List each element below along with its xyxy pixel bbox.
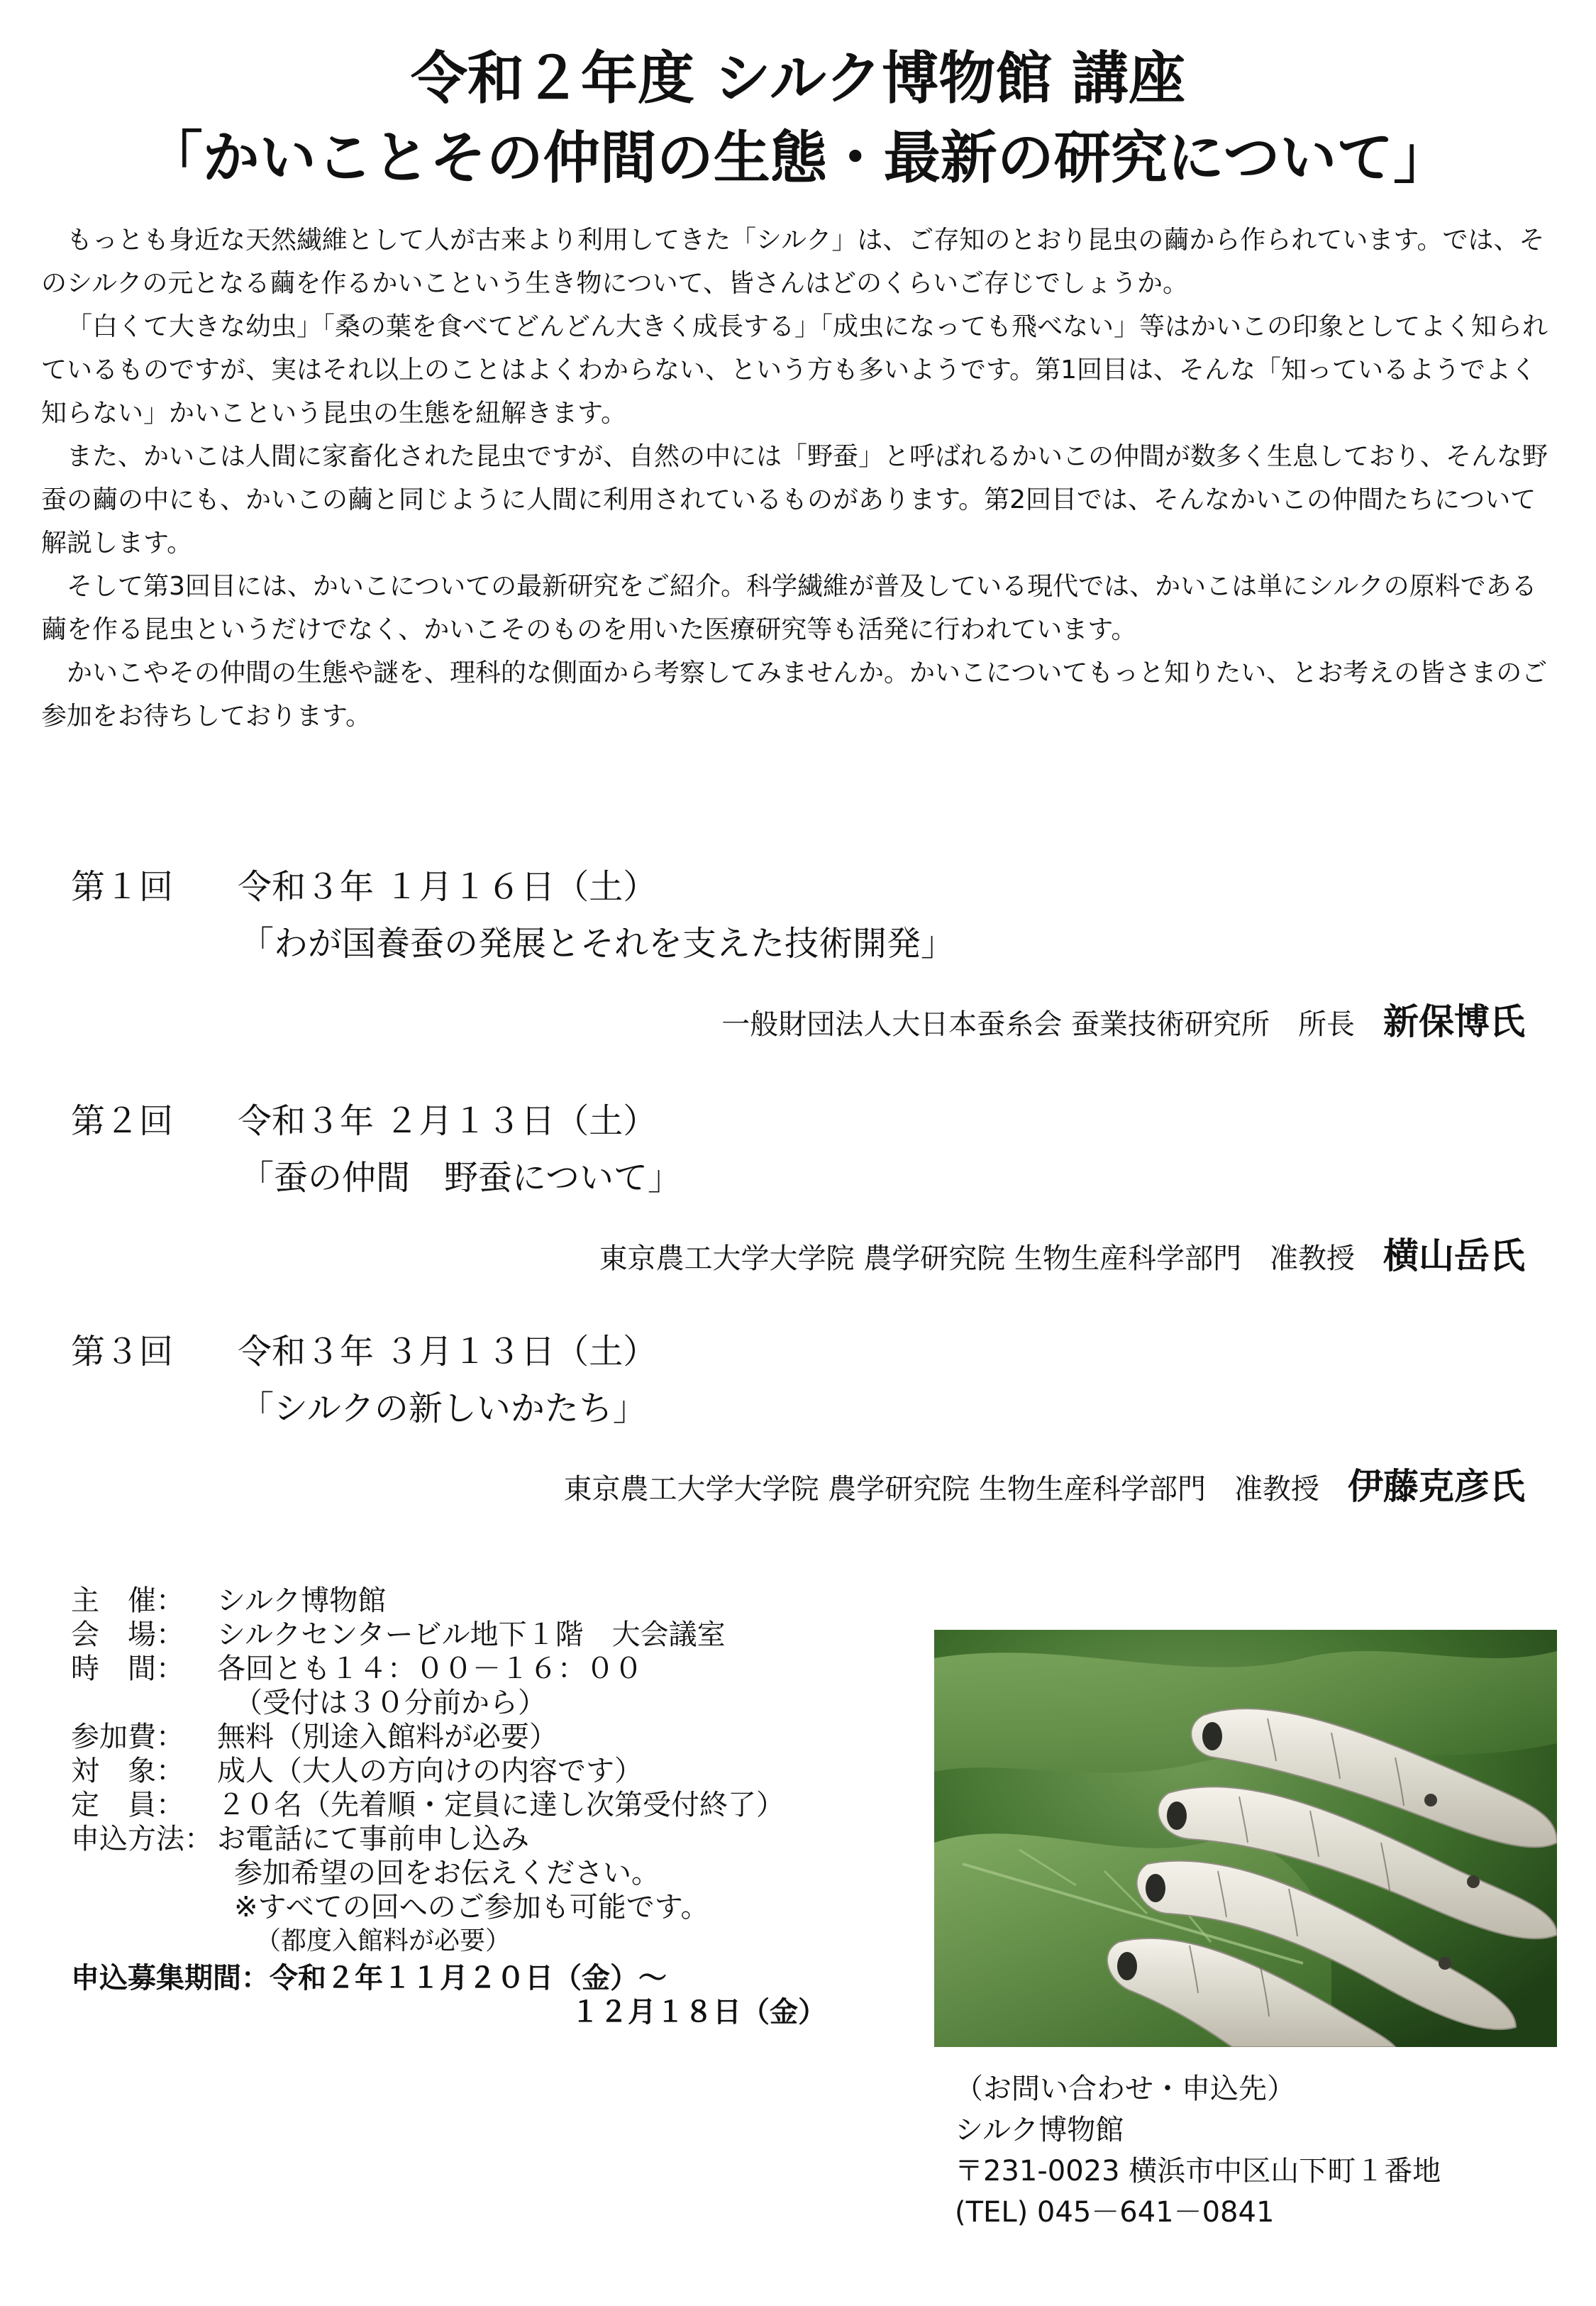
detail-label: 定 員： <box>71 1789 184 1821</box>
session-date: 令和３年 ３月１３日（土） <box>238 1332 658 1372</box>
detail-audience <box>71 1754 908 1788</box>
intro-paragraph: そして第3回目には、かいこについての最新研究をご紹介。科学繊維が普及している現代では、かいこは単にシルクの原料である繭を作る昆虫というだけでなく、かいこそのものを用いた医療研究等も活発に行われています。 <box>41 572 1537 644</box>
intro-paragraph: また、かいこは人間に家畜化された昆虫ですが、自然の中には「野蚕」と呼ばれるかいこの仲間が数多く生息しており、そんな野蚕の繭の中にも、かいこの繭と同じように人間に利用されているものがあります。第2回目では、そんなかいこの仲間たちについて解説します。 <box>41 442 1548 558</box>
session-number: 第１回 <box>71 867 174 907</box>
title-line-1: 令和２年度 シルク博物館 講座 <box>410 45 1186 111</box>
event-details <box>71 1584 908 2029</box>
session-speaker <box>599 1231 1525 1284</box>
speaker-name: 横山岳氏 <box>1383 1235 1525 1276</box>
speaker-name: 新保博氏 <box>1383 1000 1525 1042</box>
detail-label: 参加費： <box>71 1721 184 1753</box>
detail-apply-line: 参加希望の回をお伝えください。 <box>234 1857 660 1890</box>
detail-venue <box>71 1618 908 1652</box>
session-topic: 「蚕の仲間 野蚕について」 <box>240 1158 682 1198</box>
detail-label: 主 催： <box>71 1584 184 1617</box>
contact-address: 〒231-0023 横浜市中区山下町１番地 <box>955 2155 1441 2188</box>
detail-capacity <box>71 1788 908 1822</box>
speaker-affiliation: 東京農工大学大学院 農学研究院 生物生産科学部門 准教授 <box>599 1242 1355 1275</box>
intro-paragraph: かいこやその仲間の生態や謎を、理科的な側面から考察してみませんか。かいこについてもっと知りたい、とお考えの皆さまのご参加をお待ちしております。 <box>41 658 1548 731</box>
detail-apply-line: ※すべての回へのご参加も可能です。 <box>234 1891 709 1924</box>
detail-period-end: １２月１８日（金） <box>571 1996 826 2029</box>
session-date: 令和３年 ２月１３日（土） <box>238 1101 658 1141</box>
session-number: 第３回 <box>71 1332 174 1372</box>
intro-paragraph: もっとも身近な天然繊維として人が古来より利用してきた「シルク」は、ご存知のとおり昆虫の繭から作られています。では、そのシルクの元となる繭を作るかいこという生き物について、皆さんはどのくらいご存じでしょうか。 <box>41 226 1545 298</box>
detail-value: シルク博物館 <box>217 1584 387 1617</box>
detail-period <box>71 1961 908 1995</box>
contact-name: シルク博物館 <box>955 2114 1124 2146</box>
detail-value: 成人（大人の方向けの内容です） <box>217 1755 643 1787</box>
contact-heading: （お問い合わせ・申込先） <box>955 2073 1295 2105</box>
session-header <box>71 1327 657 1377</box>
detail-value: 各回とも１４：００－１６：００ <box>217 1653 643 1685</box>
session-date: 令和３年 １月１６日（土） <box>238 867 658 907</box>
detail-value: お電話にて事前申し込み <box>217 1823 529 1855</box>
detail-value: シルクセンタービル地下１階 大会議室 <box>217 1618 726 1651</box>
session-header <box>71 1096 657 1146</box>
session-header <box>71 862 657 912</box>
detail-value: 無料（別途入館料が必要） <box>217 1721 558 1753</box>
speaker-name: 伊藤克彦氏 <box>1348 1465 1525 1507</box>
detail-apply-line: （都度入館料が必要） <box>255 1926 511 1955</box>
silkworm-photo <box>934 1630 1557 2047</box>
session-topic: 「わが国養蚕の発展とそれを支えた技術開発」 <box>240 924 955 964</box>
detail-time-note: （受付は３０分前から） <box>234 1687 546 1719</box>
title-line-2: 「かいことその仲間の生態・最新の研究について」 <box>145 124 1451 191</box>
detail-label: 時 間： <box>71 1653 184 1685</box>
contact-tel: (TEL) 045－641－0841 <box>955 2196 1275 2229</box>
session-number: 第２回 <box>71 1101 174 1141</box>
detail-label: 申込募集期間： <box>71 1962 270 1995</box>
speaker-affiliation: 東京農工大学大学院 農学研究院 生物生産科学部門 准教授 <box>563 1473 1319 1506</box>
detail-time <box>71 1652 908 1686</box>
session-speaker <box>721 997 1525 1049</box>
intro-text <box>41 219 1559 738</box>
intro-paragraph: 「白くて大きな幼虫」「桑の葉を食べてどんどん大きく成長する」「成虫になっても飛べない」等はかいこの印象としてよく知られているものですが、実はそれ以上のことはよくわからない、という方も多いようです。第1回目は、そんな「知っているようでよく知らない」かいこという昆虫の生態を紐解きます。 <box>41 312 1548 428</box>
page-title <box>0 39 1596 199</box>
speaker-affiliation: 一般財団法人大日本蚕糸会 蚕業技術研究所 所長 <box>721 1008 1355 1041</box>
detail-value: ２０名（先着順・定員に達し次第受付終了） <box>217 1789 785 1821</box>
detail-value: 令和２年１１月２０日（金）～ <box>270 1962 667 1995</box>
detail-apply <box>71 1822 908 1856</box>
session-speaker <box>564 1462 1525 1514</box>
detail-label: 申込方法： <box>71 1823 213 1855</box>
contact-info <box>955 2068 1441 2233</box>
detail-label: 対 象： <box>71 1755 184 1787</box>
detail-label: 会 場： <box>71 1618 184 1651</box>
detail-fee <box>71 1720 908 1754</box>
detail-organizer <box>71 1584 908 1618</box>
session-topic: 「シルクの新しいかたち」 <box>240 1389 647 1428</box>
